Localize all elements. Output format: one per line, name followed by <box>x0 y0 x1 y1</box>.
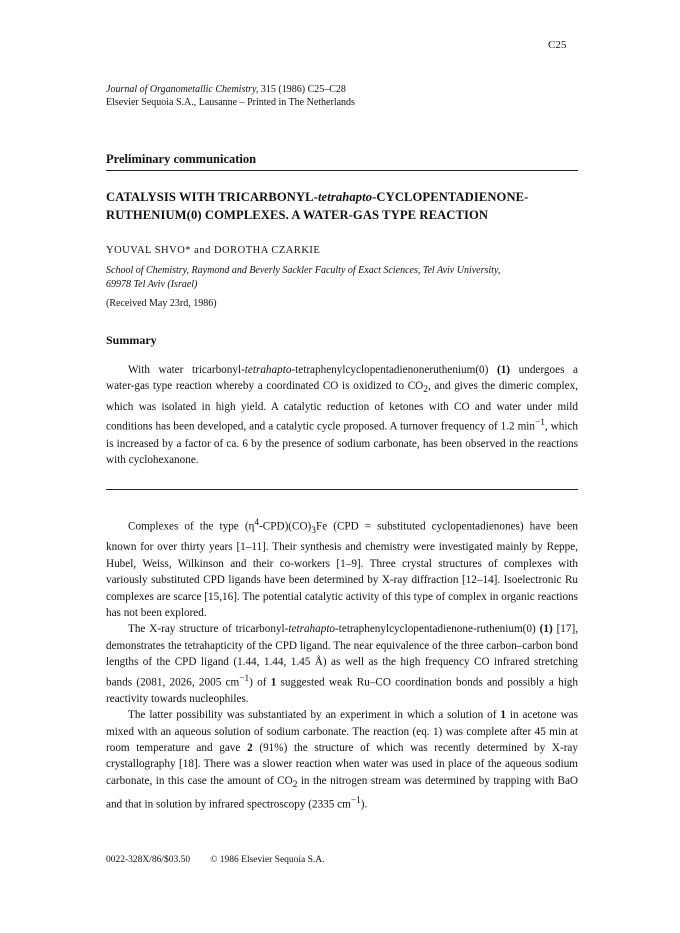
copyright: © 1986 Elsevier Sequoia S.A. <box>210 855 325 865</box>
body-paragraph-1: Complexes of the type $(\eta^4-CPD)(CO)_3Fe$ (CPD = substituted cyclopentadienones) have been known for over thirty years [1–11]. Their synthesis and chemistry were investigated mainly by Reppe, Hubel, Weiss, Wilkinson and their co-workers [1–9]. Three crystal structures of complexes with variously substituted CPD ligands have been determined by X-ray diffraction [12–14]. Isoelectronic Ru complexes are scarce [15,16]. The potential catalytic activity of this type of complex in organic reactions has not been explored. <box>106 518 578 619</box>
title-part: CATALYSIS WITH TRICARBONYL- <box>106 190 318 204</box>
issn-code: 0022-328X/86/$03.50 <box>106 855 191 865</box>
title-part: -CYCLOPENTADIENONE- <box>372 190 529 204</box>
summary-text: With water tricarbonyl-tetrahapto-tetraphenylcyclopentadienoneruthenium(0) (1) undergoes a water-gas type reaction whereby a coordinated CO is oxidized to $CO_2$, and gives the dimeric complex, which was isolated in high yield. A catalytic reduction of ketones with CO and water under mild conditions has been developed, and a catalytic cycle proposed. A turnover frequency of 1.2 $\min^{-1}$, which is increased by a factor of ca. 6 by the presence of sodium carbonate, has been observed in the reactions with cyclohexanone. <box>106 364 578 466</box>
body-paragraph-3: The latter possibility was substantiated by an experiment in which a solution of 1 in acetone was mixed with an aqueous solution of sodium carbonate. The reaction (eq. 1) was complete after 45 min at room temperature and gave 2 (91%) the structure of which was recently determined by X-ray crystallography [18]. There was a slower reaction when water was used in place of the aqueous sodium carbonate, in this case the amount of $CO_2$ in the nitrogen stream was determined by trapping with BaO and that in solution by infrared spectroscopy (2335 $cm^{-1}$). <box>106 709 579 812</box>
page-number: C25 <box>548 39 567 51</box>
body-paragraph-2: The X-ray structure of tricarbonyl-tetrahapto-tetraphenylcyclopentadienone-ruthenium(0) (1) [17], demonstrates the tetrahapticity of the CPD ligand. The near equivalence of the three carbon–carbon bond lengths of the CPD ligand (1.44, 1.44, 1.45 Å) as well as the high frequency CO infrared stretching bands (2081, 2026, 2005 $cm^{-1}$) of 1 suggested weak Ru–CO coordination bonds and possibly a high reactivity towards nucleophiles. <box>106 623 579 705</box>
authors: YOUVAL SHVO* and DOROTHA CZARKIE <box>106 245 321 256</box>
summary-rule <box>106 489 578 490</box>
affiliation-line1: School of Chemistry, Raymond and Beverly Sackler Faculty of Exact Sciences, Tel Aviv University, <box>106 265 501 276</box>
article-title <box>106 188 586 224</box>
publisher-line: Elsevier Sequoia S.A., Lausanne – Printed in The Netherlands <box>106 97 355 108</box>
journal-volume: 315 (1986) C25–C28 <box>258 84 346 95</box>
journal-citation <box>106 83 586 96</box>
section-rule <box>106 170 578 171</box>
summary-heading: Summary <box>106 333 157 347</box>
journal-name: Journal of Organometallic Chemistry, <box>106 84 259 95</box>
received-date: (Received May 23rd, 1986) <box>106 298 217 309</box>
section-label: Preliminary communication <box>106 152 257 166</box>
title-line2: RUTHENIUM(0) COMPLEXES. A WATER-GAS TYPE REACTION <box>106 208 489 222</box>
affiliation <box>106 264 586 292</box>
title-italic: tetrahapto <box>317 190 373 204</box>
body-text <box>106 515 578 814</box>
affiliation-line2: 69978 Tel Aviv (Israel) <box>106 279 198 290</box>
footer <box>106 855 345 865</box>
